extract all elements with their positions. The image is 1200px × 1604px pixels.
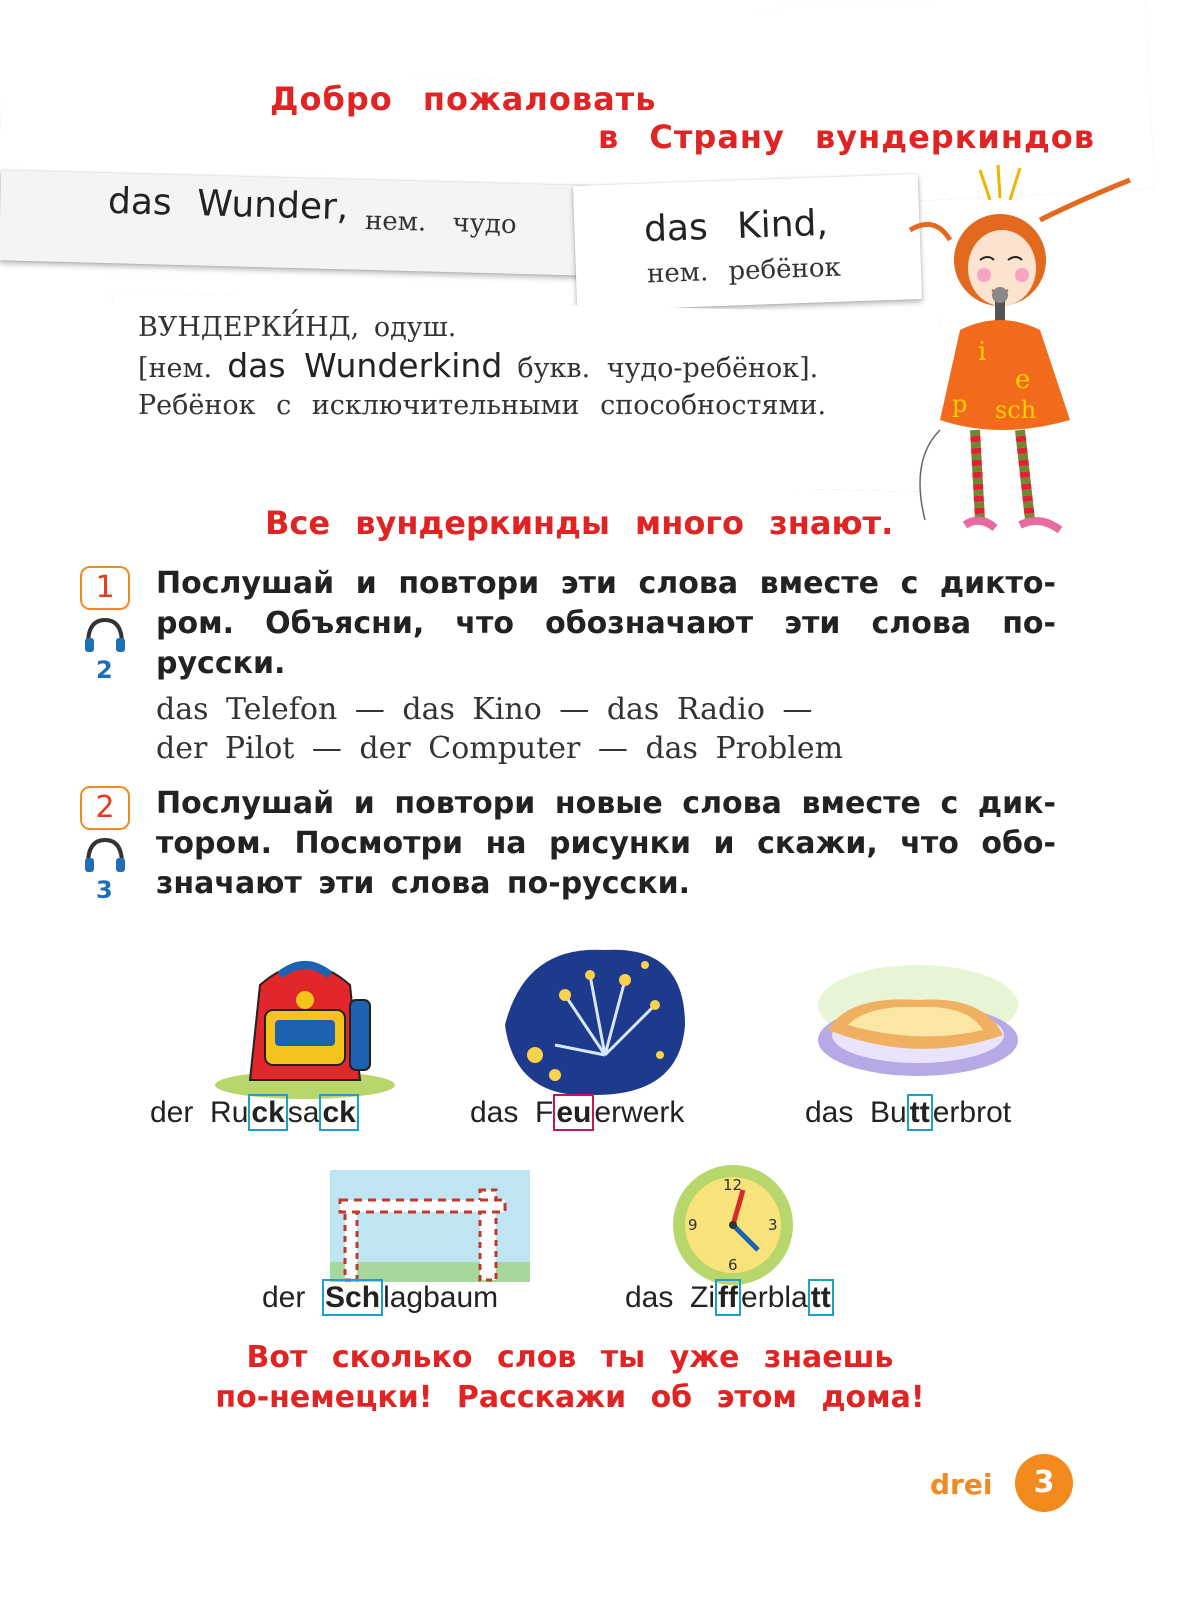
definition-kind-translation: нем. ребёнок [646,252,842,290]
shirt-letter-e: e [1015,365,1031,395]
page-title-line1: Добро пожаловать [270,80,657,118]
clock-number-12: 12 [723,1176,743,1194]
article: das [625,1281,674,1314]
letter-highlight: ck [319,1094,358,1131]
audio-track-2: 2 [96,656,113,684]
word-part: erwerk [594,1096,685,1129]
headphones-icon[interactable] [82,834,128,874]
shirt-letter-p: p [952,390,968,418]
word-feuerwerk [470,1096,684,1130]
definition-kind-word: das Kind, [643,202,829,251]
schlagbaum-illustration [330,1170,530,1290]
headphones-icon[interactable] [82,614,128,654]
closing-line1: Вот сколько слов ты уже знаешь [246,1340,894,1375]
dictionary-entry-line2 [138,346,818,385]
article: der [262,1281,306,1314]
clock-illustration [668,1160,798,1290]
word-part: erbrot [932,1096,1012,1129]
dictionary-entry-line3: Ребёнок с исключительными способностями. [138,390,827,421]
article: der [150,1096,194,1129]
rucksack-illustration [210,950,400,1100]
word-part: Ru [210,1096,249,1129]
fireworks-illustration [495,935,695,1105]
word-zifferblatt [625,1281,834,1315]
word-part: Bu [870,1096,907,1129]
letter-highlight: eu [553,1094,594,1131]
clock-number-9: 9 [688,1216,698,1234]
butterbrot-illustration [808,955,1028,1095]
shirt-letter-i: i [978,337,987,367]
letter-highlight: ff [715,1279,741,1316]
task-1-number: 1 [80,566,130,610]
definition-wunder-word: das Wunder, [107,180,349,229]
task-2-line3: значают эти слова по-русски. [156,866,691,901]
task-1-line3: русски. [156,646,286,681]
letter-highlight: tt [907,1094,933,1131]
word-butterbrot [805,1096,1011,1130]
definition-wunder-translation: нем. чудо [364,206,517,240]
word-part: F [535,1096,554,1129]
task-1-words-line2: der Pilot — der Computer — das Problem [156,731,844,766]
article: das [470,1096,519,1129]
entry-line2-part-a: [нем. [138,353,213,384]
dictionary-entry-line1: ВУНДЕРКИ́НД, одуш. [138,312,457,343]
article: das [805,1096,854,1129]
task-1-line2: ром. Объясни, что обозначают эти слова по- [156,606,1056,641]
page-number-word: drei [930,1468,993,1501]
letter-highlight: ck [248,1094,287,1131]
entry-line2-part-c: букв. чудо-ребёнок]. [517,353,819,384]
task-2-line2: тором. Посмотри на рисунки и скажи, что обо- [156,826,1056,861]
subtitle: Все вундеркинды много знают. [265,504,894,542]
task-2-line1: Послушай и повтори новые слова вместе с дик- [156,786,1056,821]
page-title-line2: в Страну вундеркиндов [598,118,1096,156]
task-1-words-line1: das Telefon — das Kino — das Radio — [156,692,813,727]
page-number-badge: 3 [1015,1454,1073,1512]
singing-girl-illustration [880,160,1160,560]
clock-number-3: 3 [768,1216,778,1234]
task-2-number: 2 [80,786,130,830]
word-schlagbaum [262,1281,498,1315]
audio-track-3: 3 [96,876,113,904]
word-rucksack [150,1096,359,1130]
shirt-letters-sch: sch [995,396,1037,424]
word-part: erbla [741,1281,808,1314]
word-part: Zi [690,1281,716,1314]
task-1-line1: Послушай и повтори эти слова вместе с дикто- [156,566,1056,601]
entry-line2-part-b: das Wunderkind [227,346,503,385]
letter-highlight: Sch [322,1279,383,1316]
word-part: lagbaum [383,1281,499,1314]
word-part: sa [287,1096,320,1129]
clock-number-6: 6 [728,1256,738,1274]
letter-highlight: tt [808,1279,834,1316]
closing-line2: по-немецки! Расскажи об этом дома! [215,1380,925,1415]
